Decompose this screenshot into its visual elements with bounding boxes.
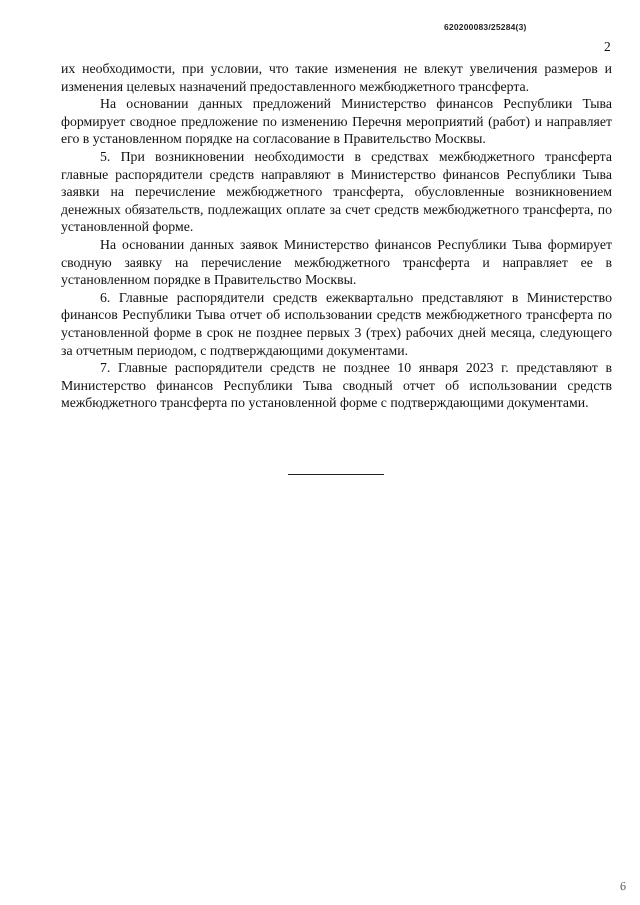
paragraph-item-7: 7. Главные распорядители средств не позднее 10 января 2023 г. представляют в Министерство финансов Республики Тыва сводный отчет об использовании средств межбюджетного трансферта по установленной форме с подтверждающими документами. <box>61 360 612 411</box>
paragraph-requests: На основании данных заявок Министерство финансов Республики Тыва формирует сводную заявку на перечисление межбюджетного трансферта и направляет ее в установленном порядке в Правительство Москвы. <box>61 236 612 288</box>
end-divider-line <box>288 474 384 475</box>
document-body <box>61 60 612 412</box>
page-number: 2 <box>604 39 611 54</box>
document-id: 620200083/25284(3) <box>444 22 527 32</box>
paragraph-item-6: 6. Главные распорядители средств ежеквартально представляют в Министерство финансов Республики Тыва отчет об использовании средств межбюджетного трансферта по установленной форме в срок не позднее первых 3 (трех) рабочих дней месяца, следующего за отчетным периодом, с подтверждающими документами. <box>61 289 612 358</box>
paragraph-continuation: их необходимости, при условии, что такие изменения не влекут увеличения размеров и изменения целевых назначений предоставленного межбюджетного трансферта. <box>61 61 612 94</box>
paragraph-proposals: На основании данных предложений Министерство финансов Республики Тыва формирует сводное предложение по изменению Перечня мероприятий (работ) и направляет его в установленном порядке на согласование в Правительство Москвы. <box>61 96 612 147</box>
paragraph-item-5: 5. При возникновении необходимости в средствах межбюджетного трансферта главные распорядители средств направляют в Министерство финансов Республики Тыва заявки на перечисление межбюджетного трансферта, обусловленные возникновением денежных обязательств, подлежащих оплате за счет средств межбюджетного трансферта, по установленной форме. <box>61 148 612 235</box>
handwritten-mark: 6 <box>618 878 628 894</box>
